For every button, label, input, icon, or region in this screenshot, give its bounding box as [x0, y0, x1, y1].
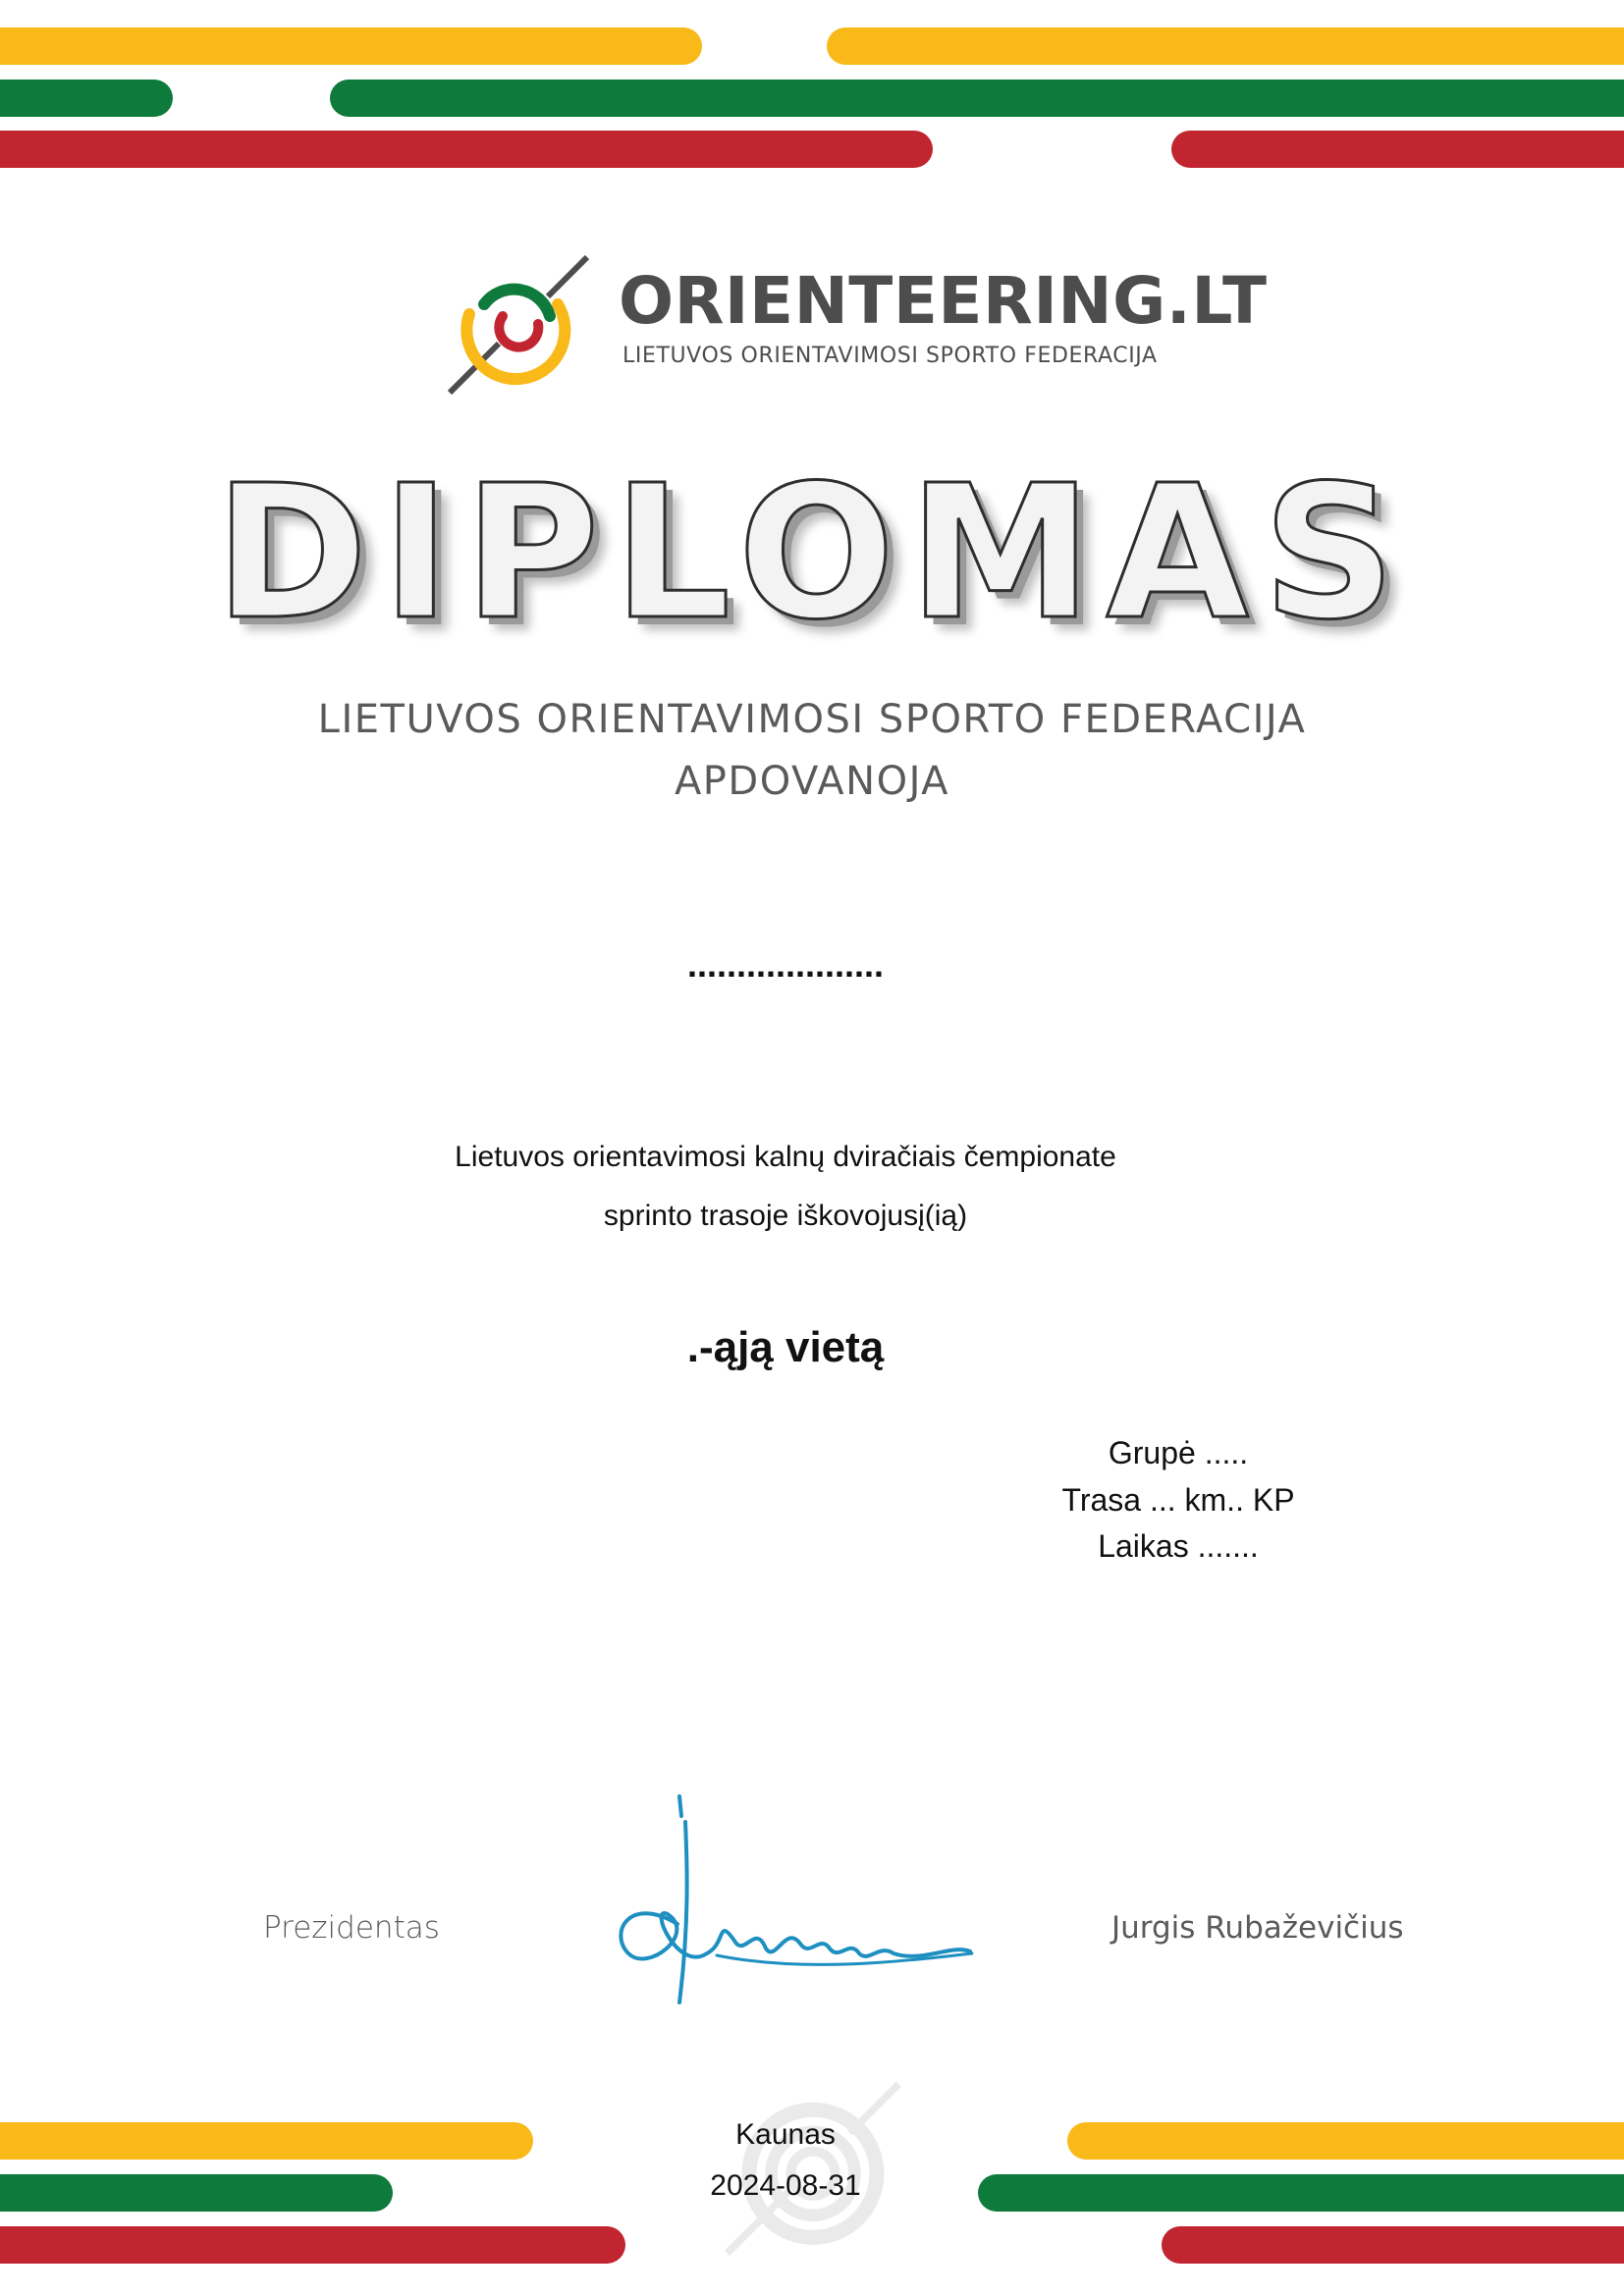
bottom-stripe-red-left [0, 2226, 625, 2264]
top-stripe-red-left [0, 131, 933, 168]
footer-city: Kaunas [735, 2118, 836, 2151]
diploma-title: DIPLOMAS [214, 446, 1410, 661]
organization-logo [440, 245, 1268, 402]
logo-title: ORIENTEERING.LT [619, 263, 1268, 339]
top-stripe-green-right [330, 80, 1624, 117]
recipient-name: .................... [686, 944, 885, 985]
signer-name: Jurgis Rubaževičius [1111, 1910, 1404, 1946]
top-stripe-red-right [1171, 131, 1624, 168]
footer-date: 2024-08-31 [710, 2169, 861, 2202]
signer-role: Prezidentas [263, 1910, 440, 1946]
competition-line-1: Lietuvos orientavimosi kalnų dviračiais čempionate [455, 1141, 1116, 1173]
top-stripe-yellow-right [827, 27, 1624, 65]
handwritten-signature [609, 1787, 982, 2012]
course-detail: Trasa ... km.. KP [1061, 1482, 1295, 1518]
logo-subtitle: LIETUVOS ORIENTAVIMOSI SPORTO FEDERACIJA [623, 344, 1158, 368]
group-detail: Grupė ..... [1108, 1435, 1249, 1470]
top-stripe-green-left [0, 80, 173, 117]
awarded-by-line-1: LIETUVOS ORIENTAVIMOSI SPORTO FEDERACIJA [317, 697, 1307, 742]
bottom-stripe-green-left [0, 2174, 393, 2212]
top-stripe-yellow-left [0, 27, 702, 65]
bottom-stripe-yellow-right [1067, 2122, 1624, 2160]
competition-line-2: sprinto trasoje iškovojusį(ią) [603, 1200, 968, 1232]
time-detail: Laikas ....... [1098, 1528, 1259, 1564]
place-text: .-ąją vietą [686, 1323, 885, 1371]
awarded-by-line-2: APDOVANOJA [674, 759, 950, 804]
watermark-logo-icon [715, 2069, 911, 2266]
bottom-stripe-green-right [978, 2174, 1624, 2212]
bottom-stripe-red-right [1162, 2226, 1624, 2264]
compass-ring-logo-icon [440, 245, 597, 402]
bottom-stripe-yellow-left [0, 2122, 533, 2160]
